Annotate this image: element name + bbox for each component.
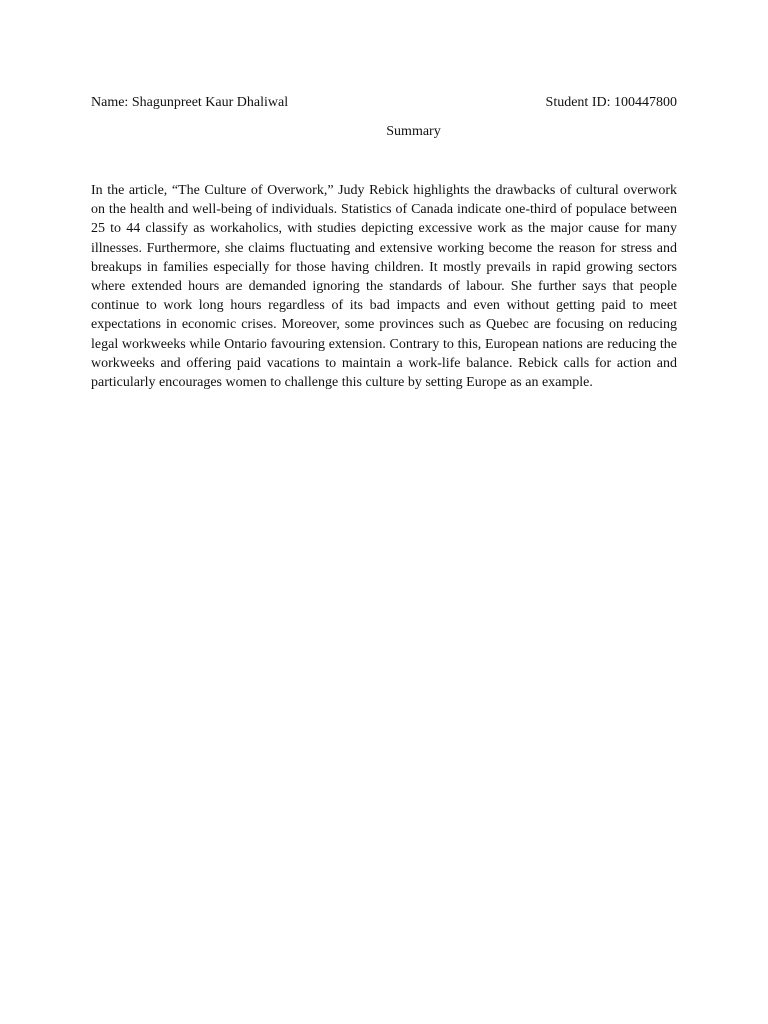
document-header: [91, 93, 677, 113]
student-id: Student ID: 100447800: [545, 95, 677, 110]
student-name: Name: Shagunpreet Kaur Dhaliwal: [91, 95, 289, 110]
document-title: Summary: [386, 124, 441, 139]
summary-paragraph: In the article, “The Culture of Overwork,” Judy Rebick highlights the drawbacks of cultural overwork on the health and well-being of individuals. Statistics of Canada indicate one-third of populace between 25 to 44 classify as workaholics, with studies depicting excessive work as the major cause for many illnesses. Furthermore, she claims fluctuating and extensive working become the reason for stress and breakups in families especially for those having children. It mostly prevails in rapid growing sectors where extended hours are demanded ignoring the standards of labour. She further says that people continue to work long hours regardless of its bad impacts and even without getting paid to meet expectations in economic crises. Moreover, some provinces such as Quebec are focusing on reducing legal workweeks while Ontario favouring extension. Contrary to this, European nations are reducing the workweeks and offering paid vacations to maintain a work-life balance. Rebick calls for action and particularly encourages women to challenge this culture by setting Europe as an example.: [91, 183, 677, 391]
